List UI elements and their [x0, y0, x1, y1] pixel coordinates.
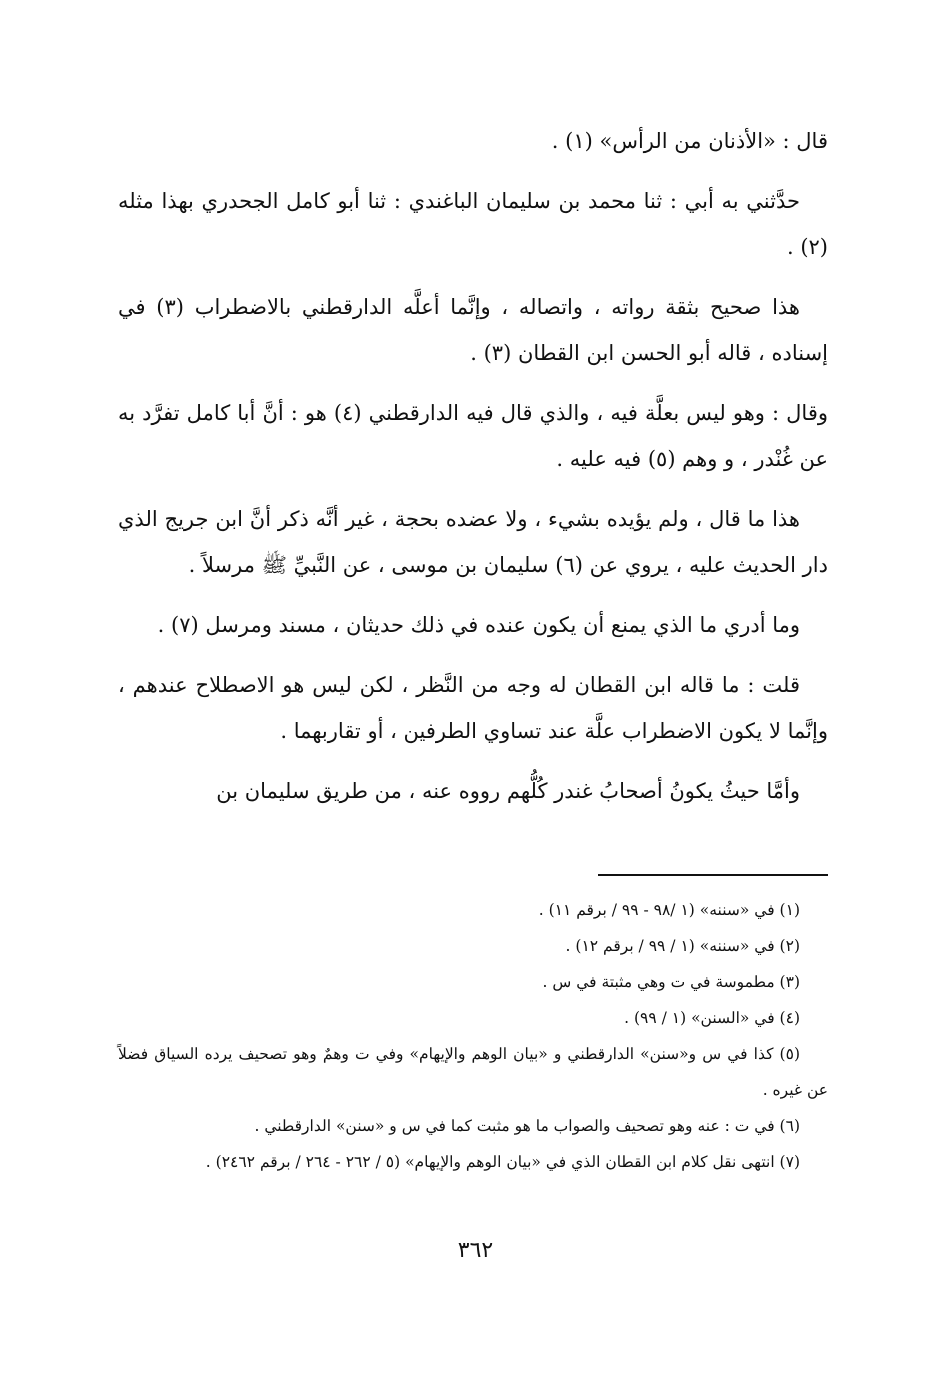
footnote-1: (١) في «سننه» (١ /٩٨ - ٩٩ / برقم ١١) .: [538, 901, 800, 919]
footnote-7: (٧) انتهى نقل كلام ابن القطان الذي في «بيان الوهم والإيهام» (٥ / ٢٦٢ - ٢٦٤ / برقم ٢٤٦٢) .: [205, 1153, 800, 1171]
paragraph-1: قال : «الأذنان من الرأس» (١) .: [551, 129, 828, 153]
footnote-3: (٣) مطموسة في ت وهي مثبتة في س .: [542, 973, 800, 991]
paragraph-5: هذا ما قال ، ولم يؤيده بشيء ، ولا عضده بحجة ، غير أنَّه ذكر أنَّ ابن جريج الذي دار الحديث عليه ، يروي عن (٦) سليمان بن موسى ، عن النَّبيِّ ﷺ مرسلاً .: [118, 507, 828, 577]
paragraph-7: قلت : ما قاله ابن القطان له وجه من النَّظر ، لكن ليس هو الاصطلاح عندهم ، وإنَّما لا يكون الاضطراب علَّة عند تساوي الطرفين ، أو تقاربهما .: [118, 673, 828, 743]
footnote-divider: [598, 874, 828, 876]
paragraph-6: وما أدري ما الذي يمنع أن يكون عنده في ذلك حديثان ، مسند ومرسل (٧) .: [157, 613, 800, 637]
paragraph-3: هذا صحيح بثقة رواته ، واتصاله ، وإنَّما أعلَّه الدارقطني بالاضطراب (٣) في إسناده ، قاله أبو الحسن ابن القطان (٣) .: [118, 295, 828, 365]
paragraph-8: وأمَّا حيثُ يكونُ أصحابُ غندر كُلُّهم رووه عنه ، من طريق سليمان بن: [216, 779, 800, 803]
paragraph-2: حدَّثني به أبي : ثنا محمد بن سليمان الباغندي : ثنا أبو كامل الجحدري بهذا مثله (٢) .: [118, 189, 828, 259]
paragraph-4: وقال : وهو ليس بعلَّة فيه ، والذي قال فيه الدارقطني (٤) هو : أنَّ أبا كامل تفرَّد به عن غُنْدر ، و وهم (٥) فيه عليه .: [118, 401, 829, 471]
page-number: ٣٦٢: [457, 1238, 494, 1263]
footnote-6: (٦) في ت : عنه وهو تصحيف والصواب ما هو مثبت كما في س و «سنن» الدارقطني .: [254, 1117, 800, 1135]
main-text: [118, 118, 828, 828]
footnotes: [118, 892, 828, 1180]
footnote-2: (٢) في «سننه» (١ / ٩٩ / برقم ١٢) .: [565, 937, 800, 955]
footnote-5: (٥) كذا في س و«سنن» الدارقطني و «بيان الوهم والإيهام» وفي ت وهمٌ وهو تصحيف يرده السياق فضلاً عن غيره .: [118, 1045, 828, 1099]
footnote-4: (٤) في «السنن» (١ / ٩٩) .: [624, 1009, 800, 1027]
